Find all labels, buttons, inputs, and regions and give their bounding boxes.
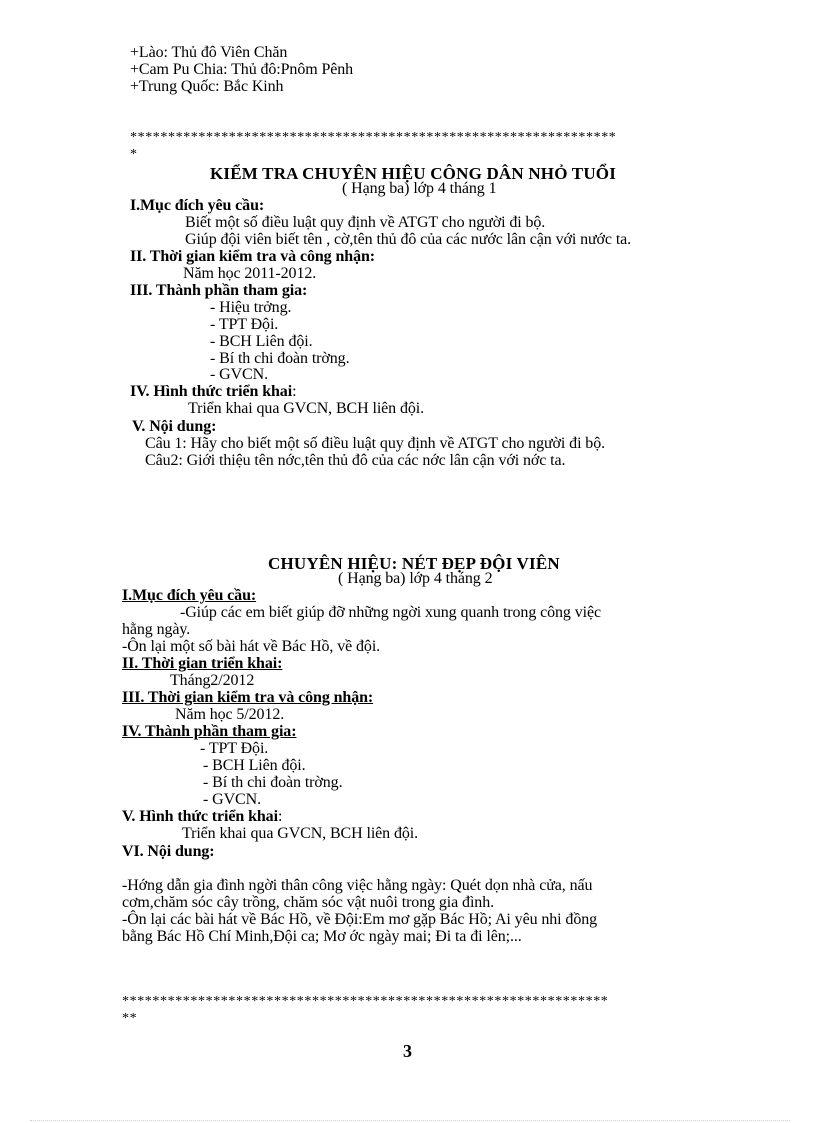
section2-member: - Bí th chi đoàn trờng. [203, 774, 343, 791]
section1-heading-deploy-colon: : [292, 383, 297, 400]
section2-heading-members: IV. Thành phần tham gia: [122, 723, 297, 740]
section1-question-1: Câu 1: Hãy cho biết một số điều luật quy định về ATGT cho người đi bộ. [145, 435, 606, 452]
section2-member: - GVCN. [203, 791, 261, 808]
section1-title: KIỂM TRA CHUYÊN HIỆU CÔNG DÂN NHỎ TUỔI [210, 164, 617, 183]
section1-subtitle: ( Hạng ba) lớp 4 tháng 1 [342, 180, 497, 197]
section1-member: - Bí th chi đoàn trờng. [210, 350, 350, 367]
section1-heading-purpose: I.Mục đích yêu cầu: [130, 197, 265, 214]
section2-content-line4: bằng Bác Hồ Chí Minh,Đội ca; Mơ ớc ngày mai; Đi ta đi lên;... [122, 928, 522, 945]
section1-deploy-value: Triển khai qua GVCN, BCH liên đội. [188, 400, 425, 417]
separator-stars-tail: * [130, 147, 138, 162]
separator-stars-tail: ** [122, 1011, 138, 1026]
section2-purpose-line3: -Ôn lại một số bài hát về Bác Hồ, về đội. [122, 638, 381, 655]
section1-purpose-line2: Giúp đội viên biết tên , cờ,tên thủ đô của các nước lân cận với nước ta. [185, 231, 632, 248]
section1-question-2: Câu2: Giới thiệu tên nớc,tên thủ đô của các nớc lân cận với nớc ta. [145, 452, 566, 469]
section2-content-line3: -Ôn lại các bài hát về Bác Hồ, về Đội:Em mơ gặp Bác Hồ; Ai yêu nhi đồng [122, 911, 598, 928]
footer-divider [30, 1120, 790, 1121]
section2-heading-deploy: V. Hình thức triển khai [122, 808, 278, 825]
section1-member: - Hiệu trởng. [210, 299, 292, 316]
page-number: 3 [403, 1041, 412, 1061]
section2-review-value: Năm học 5/2012. [175, 706, 285, 723]
section1-heading-time: II. Thời gian kiểm tra và công nhận: [130, 248, 376, 265]
section2-heading-deploy-colon: : [277, 808, 283, 825]
section1-heading-deploy-line [130, 384, 296, 400]
section2-heading-content: VI. Nội dung: [122, 843, 215, 860]
section2-heading-deploy-line [122, 809, 282, 825]
section2-time-value: Tháng2/2012 [170, 672, 255, 689]
separator-stars: **************************************************************** [130, 130, 617, 145]
section2-heading-purpose: I.Mục đích yêu cầu: [122, 587, 257, 604]
capital-laos: +Lào: Thủ đô Viên Chăn [130, 44, 288, 61]
section2-title: CHUYÊN HIỆU: NÉT ĐẸP ĐỘI VIÊN [268, 554, 560, 573]
section1-time-value: Năm học 2011-2012. [183, 265, 317, 282]
section2-purpose-line1: -Giúp các em biết giúp đỡ những ngời xung quanh trong công việc [180, 604, 601, 621]
section1-heading-members: III. Thành phần tham gia: [130, 282, 308, 299]
section2-subtitle: ( Hạng ba) lớp 4 tháng 2 [338, 570, 493, 587]
section2-member: - BCH Liên đội. [203, 757, 306, 774]
section2-deploy-value: Triển khai qua GVCN, BCH liên đội. [182, 825, 419, 842]
section1-heading-deploy: IV. Hình thức triển khai [130, 383, 293, 400]
section1-heading-content: V. Nội dung: [132, 418, 217, 435]
section2-purpose-line2: hằng ngày. [122, 621, 191, 638]
section2-content-line1: -Hớng dẫn gia đình ngời thân công việc hằng ngày: Quét dọn nhà cửa, nấu [122, 877, 593, 894]
section1-member: - GVCN. [210, 366, 268, 383]
capital-china: +Trung Quốc: Bắc Kinh [130, 78, 284, 95]
separator-stars: **************************************************************** [122, 994, 609, 1009]
section2-member: - TPT Đội. [200, 740, 269, 757]
section1-purpose-line1: Biết một số điều luật quy định về ATGT cho người đi bộ. [185, 214, 546, 231]
capital-cambodia: +Cam Pu Chia: Thủ đô:Pnôm Pênh [130, 61, 354, 78]
section2-heading-review: III. Thời gian kiểm tra và công nhận: [122, 689, 374, 706]
section1-member: - TPT Đội. [210, 316, 279, 333]
section2-content-line2: cơm,chăm sóc cây trồng, chăm sóc vật nuôi trong gia đình. [122, 894, 494, 911]
section1-member: - BCH Liên đội. [210, 333, 313, 350]
section2-heading-time: II. Thời gian triển khai: [122, 655, 283, 672]
